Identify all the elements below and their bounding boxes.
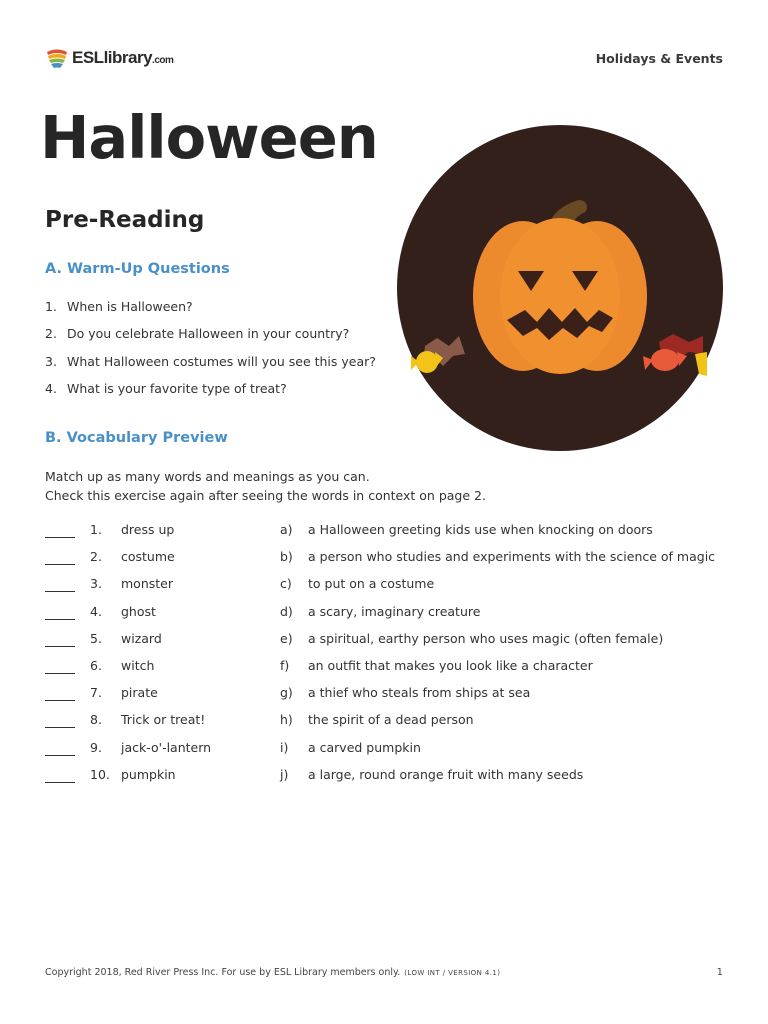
definition-text: a Halloween greeting kids use when knocking on doors bbox=[308, 522, 653, 537]
vocab-row bbox=[45, 549, 725, 576]
vocab-row bbox=[45, 522, 725, 549]
question-number: 4. bbox=[45, 380, 57, 396]
definition-text: a person who studies and experiments with the science of magic bbox=[308, 549, 716, 565]
section-title: Pre-Reading bbox=[45, 207, 205, 233]
answer-blank[interactable] bbox=[45, 646, 75, 647]
definition-letter: i) bbox=[280, 739, 289, 755]
definition-letter: b) bbox=[280, 549, 293, 565]
vocabulary-match-table bbox=[45, 522, 725, 794]
version-label: (LOW INT / VERSION 4.1) bbox=[404, 969, 501, 977]
answer-blank[interactable] bbox=[45, 564, 75, 565]
question-text: When is Halloween? bbox=[67, 299, 193, 314]
vocab-word: pumpkin bbox=[121, 766, 176, 782]
question-item bbox=[45, 354, 405, 381]
vocab-row bbox=[45, 712, 725, 739]
vocab-row bbox=[45, 604, 725, 631]
vocab-word: pirate bbox=[121, 685, 158, 701]
page-title: Halloween bbox=[40, 103, 378, 172]
answer-blank[interactable] bbox=[45, 700, 75, 701]
answer-blank[interactable] bbox=[45, 782, 75, 783]
definition-text: a carved pumpkin bbox=[308, 739, 421, 755]
vocab-row bbox=[45, 631, 725, 658]
instruction-line: Match up as many words and meanings as you can. bbox=[45, 469, 370, 484]
definition-text: an outfit that makes you look like a character bbox=[308, 657, 593, 673]
vocab-number: 4. bbox=[90, 603, 102, 619]
category-label: Holidays & Events bbox=[595, 51, 723, 66]
vocab-number: 6. bbox=[90, 657, 102, 673]
instruction-line: Check this exercise again after seeing the words in context on page 2. bbox=[45, 487, 486, 503]
vocab-row bbox=[45, 576, 725, 603]
question-text: What is your favorite type of treat? bbox=[67, 380, 287, 396]
answer-blank[interactable] bbox=[45, 619, 75, 620]
vocab-number: 8. bbox=[90, 712, 102, 728]
answer-blank[interactable] bbox=[45, 537, 75, 538]
vocabulary-instructions bbox=[45, 468, 486, 505]
question-number: 3. bbox=[45, 353, 57, 369]
pumpkin-icon bbox=[473, 218, 647, 374]
question-text: Do you celebrate Halloween in your country? bbox=[67, 326, 350, 342]
vocabulary-heading: B. Vocabulary Preview bbox=[45, 430, 228, 446]
vocab-number: 10. bbox=[90, 766, 110, 782]
definition-text: to put on a costume bbox=[308, 576, 435, 592]
question-text: What Halloween costumes will you see this year? bbox=[67, 353, 376, 369]
vocab-number: 3. bbox=[90, 576, 102, 592]
definition-text: a spiritual, earthy person who uses magic (often female) bbox=[308, 630, 664, 646]
warm-up-heading: A. Warm-Up Questions bbox=[45, 261, 230, 277]
vocab-row bbox=[45, 767, 725, 794]
vocab-number: 1. bbox=[90, 522, 102, 537]
question-item bbox=[45, 326, 405, 353]
answer-blank[interactable] bbox=[45, 673, 75, 674]
definition-text: a scary, imaginary creature bbox=[308, 603, 481, 619]
vocab-number: 7. bbox=[90, 685, 102, 701]
definition-text: a thief who steals from ships at sea bbox=[308, 685, 531, 701]
vocab-word: monster bbox=[121, 576, 173, 592]
answer-blank[interactable] bbox=[45, 755, 75, 756]
definition-letter: f) bbox=[280, 657, 290, 673]
copyright-text: Copyright 2018, Red River Press Inc. For use by ESL Library members only. bbox=[45, 967, 401, 978]
copyright-footer bbox=[45, 967, 500, 978]
vocab-row bbox=[45, 685, 725, 712]
vocab-word: Trick or treat! bbox=[121, 712, 206, 728]
vocab-number: 2. bbox=[90, 549, 102, 565]
definition-letter: d) bbox=[280, 603, 293, 619]
definition-letter: c) bbox=[280, 576, 292, 592]
definition-letter: e) bbox=[280, 630, 293, 646]
vocab-word: dress up bbox=[121, 522, 175, 537]
definition-text: a large, round orange fruit with many seeds bbox=[308, 766, 584, 782]
vocab-number: 5. bbox=[90, 630, 102, 646]
answer-blank[interactable] bbox=[45, 727, 75, 728]
vocab-row bbox=[45, 658, 725, 685]
page-number: 1 bbox=[716, 967, 723, 978]
jack-o-lantern-illustration bbox=[397, 120, 724, 457]
question-item bbox=[45, 381, 405, 408]
vocab-word: ghost bbox=[121, 603, 156, 619]
vocab-word: witch bbox=[121, 657, 155, 673]
vocab-word: jack-o'-lantern bbox=[121, 739, 212, 755]
question-number: 2. bbox=[45, 326, 57, 342]
definition-letter: h) bbox=[280, 712, 293, 728]
logo-text: ESLlibrary.com bbox=[72, 48, 174, 67]
definition-letter: a) bbox=[280, 522, 293, 537]
answer-blank[interactable] bbox=[45, 591, 75, 592]
definition-text: the spirit of a dead person bbox=[308, 712, 474, 728]
vocab-word: costume bbox=[121, 549, 175, 565]
definition-letter: g) bbox=[280, 685, 293, 701]
logo-stripes-icon bbox=[45, 46, 69, 70]
vocab-row bbox=[45, 740, 725, 767]
definition-letter: j) bbox=[280, 766, 289, 782]
esl-library-logo bbox=[45, 45, 173, 71]
vocab-word: wizard bbox=[121, 630, 162, 646]
warm-up-question-list bbox=[45, 299, 405, 408]
vocab-number: 9. bbox=[90, 739, 102, 755]
question-number: 1. bbox=[45, 299, 57, 314]
question-item bbox=[45, 299, 405, 326]
